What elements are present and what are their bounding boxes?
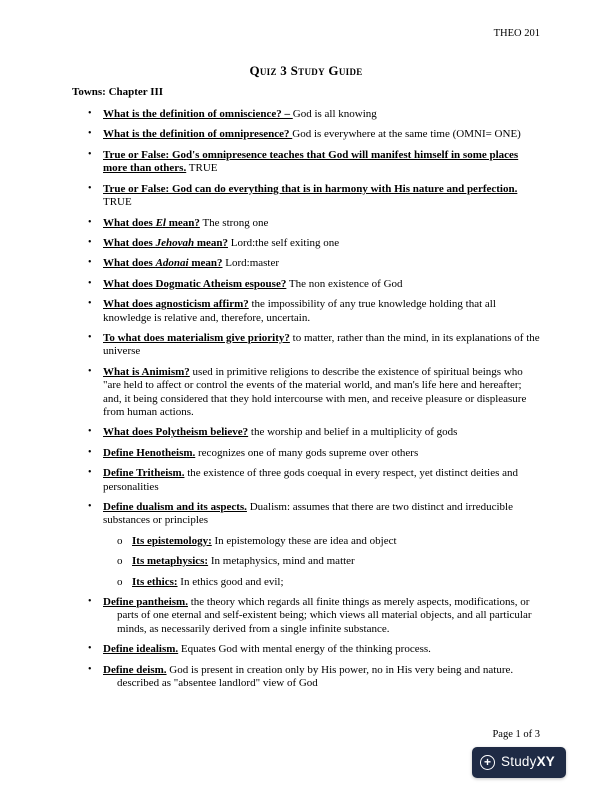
bullet-marker: • <box>88 467 92 479</box>
question-italic-term: Adonai <box>155 257 189 270</box>
bullet-marker: • <box>88 216 92 228</box>
bullet-marker: • <box>88 148 92 160</box>
list-item-content <box>103 643 540 656</box>
list-item-content <box>103 447 540 460</box>
page-number: Page 1 of 3 <box>492 729 540 741</box>
answer-text: TRUE <box>103 196 132 209</box>
bullet-marker: • <box>88 331 92 343</box>
list-item <box>88 467 540 494</box>
brand-text <box>501 754 555 770</box>
bullet-marker: • <box>88 108 92 120</box>
bullet-marker: • <box>88 643 92 655</box>
question-text: Define Henotheism. <box>103 446 196 459</box>
bullet-marker: • <box>88 596 92 608</box>
question-text: True or False: God can do everything that is in harmony with His nature and perfection. <box>103 182 518 195</box>
answer-text: recognizes one of many gods supreme over others <box>195 446 419 459</box>
question-text: What does <box>103 257 156 270</box>
list-item <box>117 555 540 568</box>
question-text: What does <box>103 236 156 249</box>
question-text-after: mean? <box>165 216 200 229</box>
study-list <box>88 108 540 690</box>
question-text: What does Dogmatic Atheism espouse? <box>103 277 287 290</box>
list-item <box>88 237 540 250</box>
bullet-marker: • <box>88 182 92 194</box>
bullet-marker: • <box>88 446 92 458</box>
bullet-marker: • <box>88 277 92 289</box>
question-italic-term: El <box>155 216 166 229</box>
bullet-marker: o <box>117 575 123 588</box>
studyxy-logo[interactable] <box>472 747 566 778</box>
brand-text-secondary: XY <box>536 754 555 770</box>
answer-text: Lord:the self exiting one <box>227 236 340 249</box>
list-item-content <box>103 332 540 359</box>
plus-icon: + <box>480 755 495 770</box>
brand-text-primary: Study <box>501 754 537 770</box>
list-item-content <box>103 128 540 141</box>
answer-text: to matter, rather than the mind, in its explanations of the universe <box>103 331 540 358</box>
list-item <box>88 447 540 460</box>
list-item <box>88 501 540 528</box>
question-text: What does <box>103 216 156 229</box>
list-item <box>88 596 540 636</box>
question-text-after: mean? <box>194 236 228 249</box>
list-item <box>88 278 540 291</box>
question-text: What is Animism? <box>103 365 190 378</box>
question-text: Its ethics: <box>132 575 178 588</box>
list-item <box>88 108 540 121</box>
list-item-content <box>103 257 540 270</box>
question-text: Define pantheism. <box>103 596 188 609</box>
list-item <box>117 535 540 548</box>
question-text: What is the definition of omniscience? – <box>103 108 293 121</box>
list-item-content <box>103 298 540 325</box>
page-title: Quiz 3 Study Guide <box>249 62 363 78</box>
list-item-content <box>103 278 540 291</box>
bullet-marker: • <box>88 257 92 269</box>
list-item-content <box>103 501 540 528</box>
question-text-after: mean? <box>188 257 223 270</box>
list-item <box>88 149 540 176</box>
list-item-content <box>103 108 540 121</box>
list-item <box>88 643 540 656</box>
bullet-marker: • <box>88 128 92 140</box>
answer-text: In ethics good and evil; <box>177 575 284 588</box>
question-text: Its epistemology: <box>132 534 212 547</box>
list-item-content <box>103 467 540 494</box>
question-text: True or False: God's omnipresence teaches that God will manifest himself in some places more than others. <box>103 148 519 175</box>
list-item-content <box>103 366 540 420</box>
question-text: Define Tritheism. <box>103 467 185 480</box>
list-item-content <box>103 426 540 439</box>
bullet-marker: • <box>88 663 92 675</box>
list-item <box>88 426 540 439</box>
answer-text: Lord:master <box>222 257 280 270</box>
answer-text: Dualism: assumes that there are two distinct and irreducible substances or principles <box>103 501 513 527</box>
question-text: Its metaphysics: <box>132 555 209 568</box>
answer-text: In metaphysics, mind and matter <box>208 555 355 568</box>
question-italic-term: Jehovah <box>155 236 195 249</box>
answer-text: used in primitive religions to describe the existence of spiritual beings who "are held to affect or control the events of the material world, and man's life here and hereafter; and, it being considered that they hold intercourse with men, and receive pleasure or displeasure from human actions. <box>103 365 527 418</box>
answer-text: the worship and belief in a multiplicity of gods <box>248 426 458 439</box>
list-item <box>88 183 540 210</box>
answer-text: the theory which regards all finite things as merely aspects, modifications, or parts of one eternal and self-existent being; which views all material objects, and all particular minds, as necessarily derived from a single infinite substance. <box>117 596 532 635</box>
question-text: Define dualism and its aspects. <box>103 501 247 513</box>
answer-text: God is everywhere at the same time (OMNI= ONE) <box>292 128 521 141</box>
question-text: What is the definition of omnipresence? <box>103 128 293 141</box>
answer-text: TRUE <box>186 162 218 175</box>
list-item-content <box>103 237 540 250</box>
question-text: What does agnosticism affirm? <box>103 298 249 311</box>
list-item-content <box>132 576 540 589</box>
answer-text: God is all knowing <box>292 108 377 121</box>
answer-text: the impossibility of any true knowledge holding that all knowledge is relative and, therefore, uncertain. <box>103 298 496 324</box>
list-item-content <box>132 535 540 548</box>
list-item-content <box>103 664 540 691</box>
answer-text: the existence of three gods coequal in every respect, yet distinct deities and personalities <box>103 467 519 493</box>
answer-text: In epistemology these are idea and object <box>211 534 397 547</box>
answer-text: The non existence of God <box>286 277 403 290</box>
list-item <box>88 332 540 359</box>
bullet-marker: • <box>88 365 92 377</box>
list-item <box>88 366 540 420</box>
list-item-content <box>103 149 540 176</box>
question-text: Define idealism. <box>103 643 179 656</box>
list-item <box>88 298 540 325</box>
list-item-content <box>103 596 540 636</box>
question-text: Define deism. <box>103 663 167 676</box>
answer-text: God is present in creation only by His power, no in His very being and nature. described as "absentee landlord" view of God <box>117 663 514 690</box>
answer-text: The strong one <box>199 216 269 229</box>
list-item <box>88 217 540 230</box>
bullet-marker: o <box>117 534 123 547</box>
list-item-content <box>103 183 540 210</box>
list-item <box>88 257 540 270</box>
bullet-marker: o <box>117 555 123 568</box>
bullet-marker: • <box>88 298 92 310</box>
bullet-marker: • <box>88 501 92 512</box>
course-code: THEO 201 <box>493 28 540 39</box>
list-item-content <box>103 217 540 230</box>
answer-text: Equates God with mental energy of the thinking process. <box>178 643 431 656</box>
bullet-marker: • <box>88 426 92 438</box>
list-item <box>88 128 540 141</box>
list-item <box>117 576 540 589</box>
list-item-content <box>132 555 540 568</box>
section-heading: Towns: Chapter III <box>72 85 164 98</box>
question-text: What does Polytheism believe? <box>103 426 249 439</box>
bullet-marker: • <box>88 236 92 248</box>
question-text: To what does materialism give priority? <box>103 331 290 344</box>
list-item <box>88 664 540 691</box>
